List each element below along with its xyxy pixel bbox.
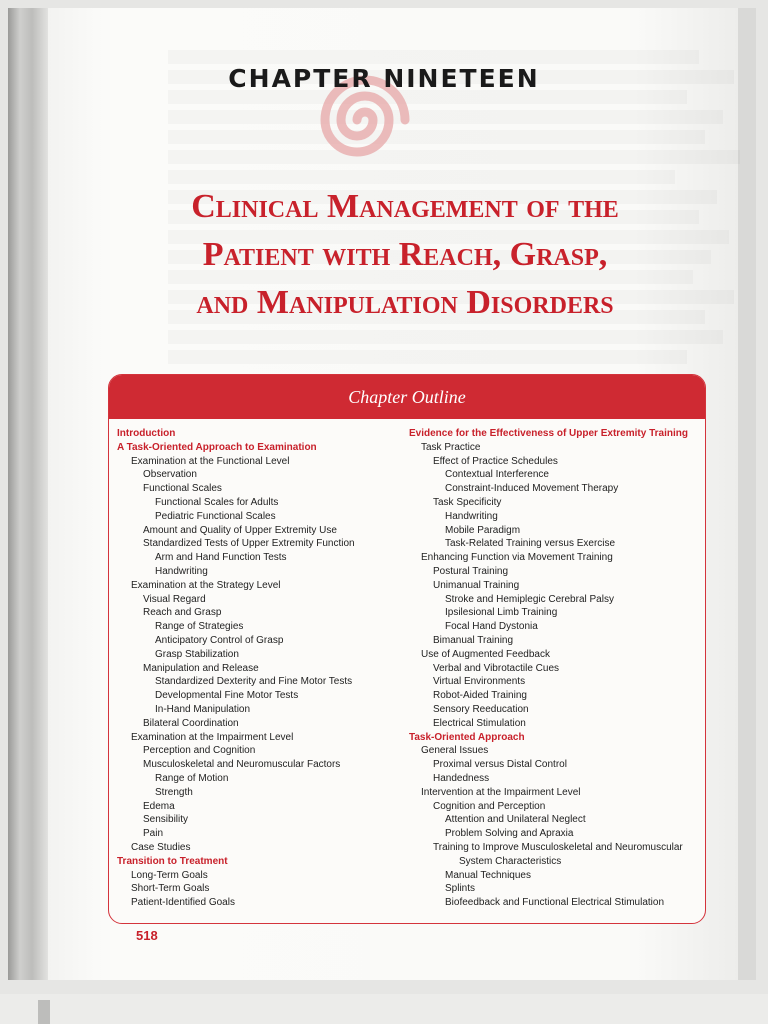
outline-entry: Training to Improve Musculoskeletal and Neuromuscular <box>433 841 683 853</box>
outline-entry: Effect of Practice Schedules <box>433 455 558 467</box>
outline-right-column <box>409 427 701 910</box>
outline-entry: Intervention at the Impairment Level <box>421 786 581 798</box>
outline-entry: Virtual Environments <box>433 676 526 688</box>
outline-section-heading: Transition to Treatment <box>117 855 228 867</box>
outline-entry: Musculoskeletal and Neuromuscular Factors <box>143 759 341 771</box>
chapter-title-line: and Manipulation Disorders <box>196 284 614 321</box>
outline-entry: Manual Techniques <box>445 869 531 881</box>
outline-entry: Anticipatory Control of Grasp <box>155 634 284 646</box>
outline-entry: Manipulation and Release <box>143 662 259 674</box>
chapter-title-line: Patient with Reach, Grasp, <box>202 236 608 273</box>
outline-entry: Attention and Unilateral Neglect <box>445 814 586 826</box>
outline-entry: System Characteristics <box>459 855 562 867</box>
chapter-title-line: Clinical Management of the <box>191 188 619 225</box>
chapter-title <box>60 183 750 327</box>
outline-entry: Range of Motion <box>155 772 229 784</box>
outline-entry: Sensibility <box>143 814 189 826</box>
outline-entry: Functional Scales for Adults <box>155 496 279 508</box>
outline-entry: Examination at the Functional Level <box>131 455 290 467</box>
outline-entry: Robot-Aided Training <box>433 690 527 702</box>
outline-entry: Handwriting <box>155 565 208 577</box>
outline-entry: Pain <box>143 828 164 840</box>
chapter-outline-heading: Chapter Outline <box>109 375 705 419</box>
outline-entry: Patient-Identified Goals <box>131 897 235 909</box>
outline-entry: Verbal and Vibrotactile Cues <box>433 662 560 674</box>
outline-entry: Case Studies <box>131 841 191 853</box>
outline-entry: Perception and Cognition <box>143 745 256 757</box>
outline-entry: Observation <box>143 469 197 481</box>
outline-entry: Pediatric Functional Scales <box>155 510 276 522</box>
outline-entry: Enhancing Function via Movement Training <box>421 552 613 564</box>
outline-entry: Stroke and Hemiplegic Cerebral Palsy <box>445 593 614 605</box>
next-page-spine <box>38 1000 50 1024</box>
page-number: 518 <box>136 928 158 943</box>
outline-section-heading: A Task-Oriented Approach to Examination <box>117 441 317 453</box>
outline-section-heading: Evidence for the Effectiveness of Upper Extremity Training <box>409 428 688 439</box>
outline-entry: Electrical Stimulation <box>433 717 526 729</box>
outline-entry: Handwriting <box>445 510 498 522</box>
outline-entry: Standardized Tests of Upper Extremity Function <box>143 538 355 550</box>
outline-entry: Proximal versus Distal Control <box>433 759 567 771</box>
outline-entry: Visual Regard <box>143 593 206 605</box>
outline-section-heading: Task-Oriented Approach <box>409 731 525 743</box>
outline-entry: In-Hand Manipulation <box>155 703 251 715</box>
outline-left-column <box>117 427 407 910</box>
outline-entry: Task Specificity <box>433 496 502 508</box>
outline-entry: Postural Training <box>433 565 509 577</box>
outline-entry: Contextual Interference <box>445 469 549 481</box>
outline-entry: General Issues <box>421 745 489 757</box>
outline-entry: Grasp Stabilization <box>155 648 239 660</box>
outline-entry: Bilateral Coordination <box>143 717 239 729</box>
outline-entry: Mobile Paradigm <box>445 524 521 536</box>
outline-entry: Task-Related Training versus Exercise <box>445 538 616 550</box>
outline-entry: Functional Scales <box>143 483 222 495</box>
outline-entry: Strength <box>155 786 193 798</box>
outline-entry: Arm and Hand Function Tests <box>155 552 287 564</box>
outline-entry: Examination at the Impairment Level <box>131 731 294 743</box>
outline-entry: Range of Strategies <box>155 621 244 633</box>
outline-entry: Long-Term Goals <box>131 869 208 881</box>
outline-entry: Biofeedback and Functional Electrical Stimulation <box>445 897 665 909</box>
outline-entry: Ipsilesional Limb Training <box>445 607 558 619</box>
outline-entry: Constraint-Induced Movement Therapy <box>445 483 619 495</box>
outline-entry: Developmental Fine Motor Tests <box>155 690 299 702</box>
outline-entry: Splints <box>445 883 476 895</box>
chapter-outline-box <box>108 374 706 924</box>
outline-entry: Standardized Dexterity and Fine Motor Tests <box>155 676 353 688</box>
outline-entry: Bimanual Training <box>433 634 514 646</box>
outline-entry: Handedness <box>433 772 490 784</box>
outline-entry: Cognition and Perception <box>433 800 546 812</box>
outline-entry: Edema <box>143 800 175 812</box>
outline-section-heading: Introduction <box>117 428 176 439</box>
outline-entry: Focal Hand Dystonia <box>445 621 538 633</box>
outline-entry: Examination at the Strategy Level <box>131 579 281 591</box>
outline-entry: Reach and Grasp <box>143 607 222 619</box>
next-page-edge <box>0 994 768 1024</box>
outline-entry: Use of Augmented Feedback <box>421 648 550 660</box>
outline-entry: Short-Term Goals <box>131 883 210 895</box>
book-spine <box>8 8 48 980</box>
outline-entry: Problem Solving and Apraxia <box>445 828 574 840</box>
outline-entry: Unimanual Training <box>433 579 520 591</box>
outline-entry: Sensory Reeducation <box>433 703 529 715</box>
outline-entry: Task Practice <box>421 441 481 453</box>
outline-entry: Amount and Quality of Upper Extremity Use <box>143 524 337 536</box>
chapter-number: CHAPTER NINETEEN <box>228 64 540 93</box>
